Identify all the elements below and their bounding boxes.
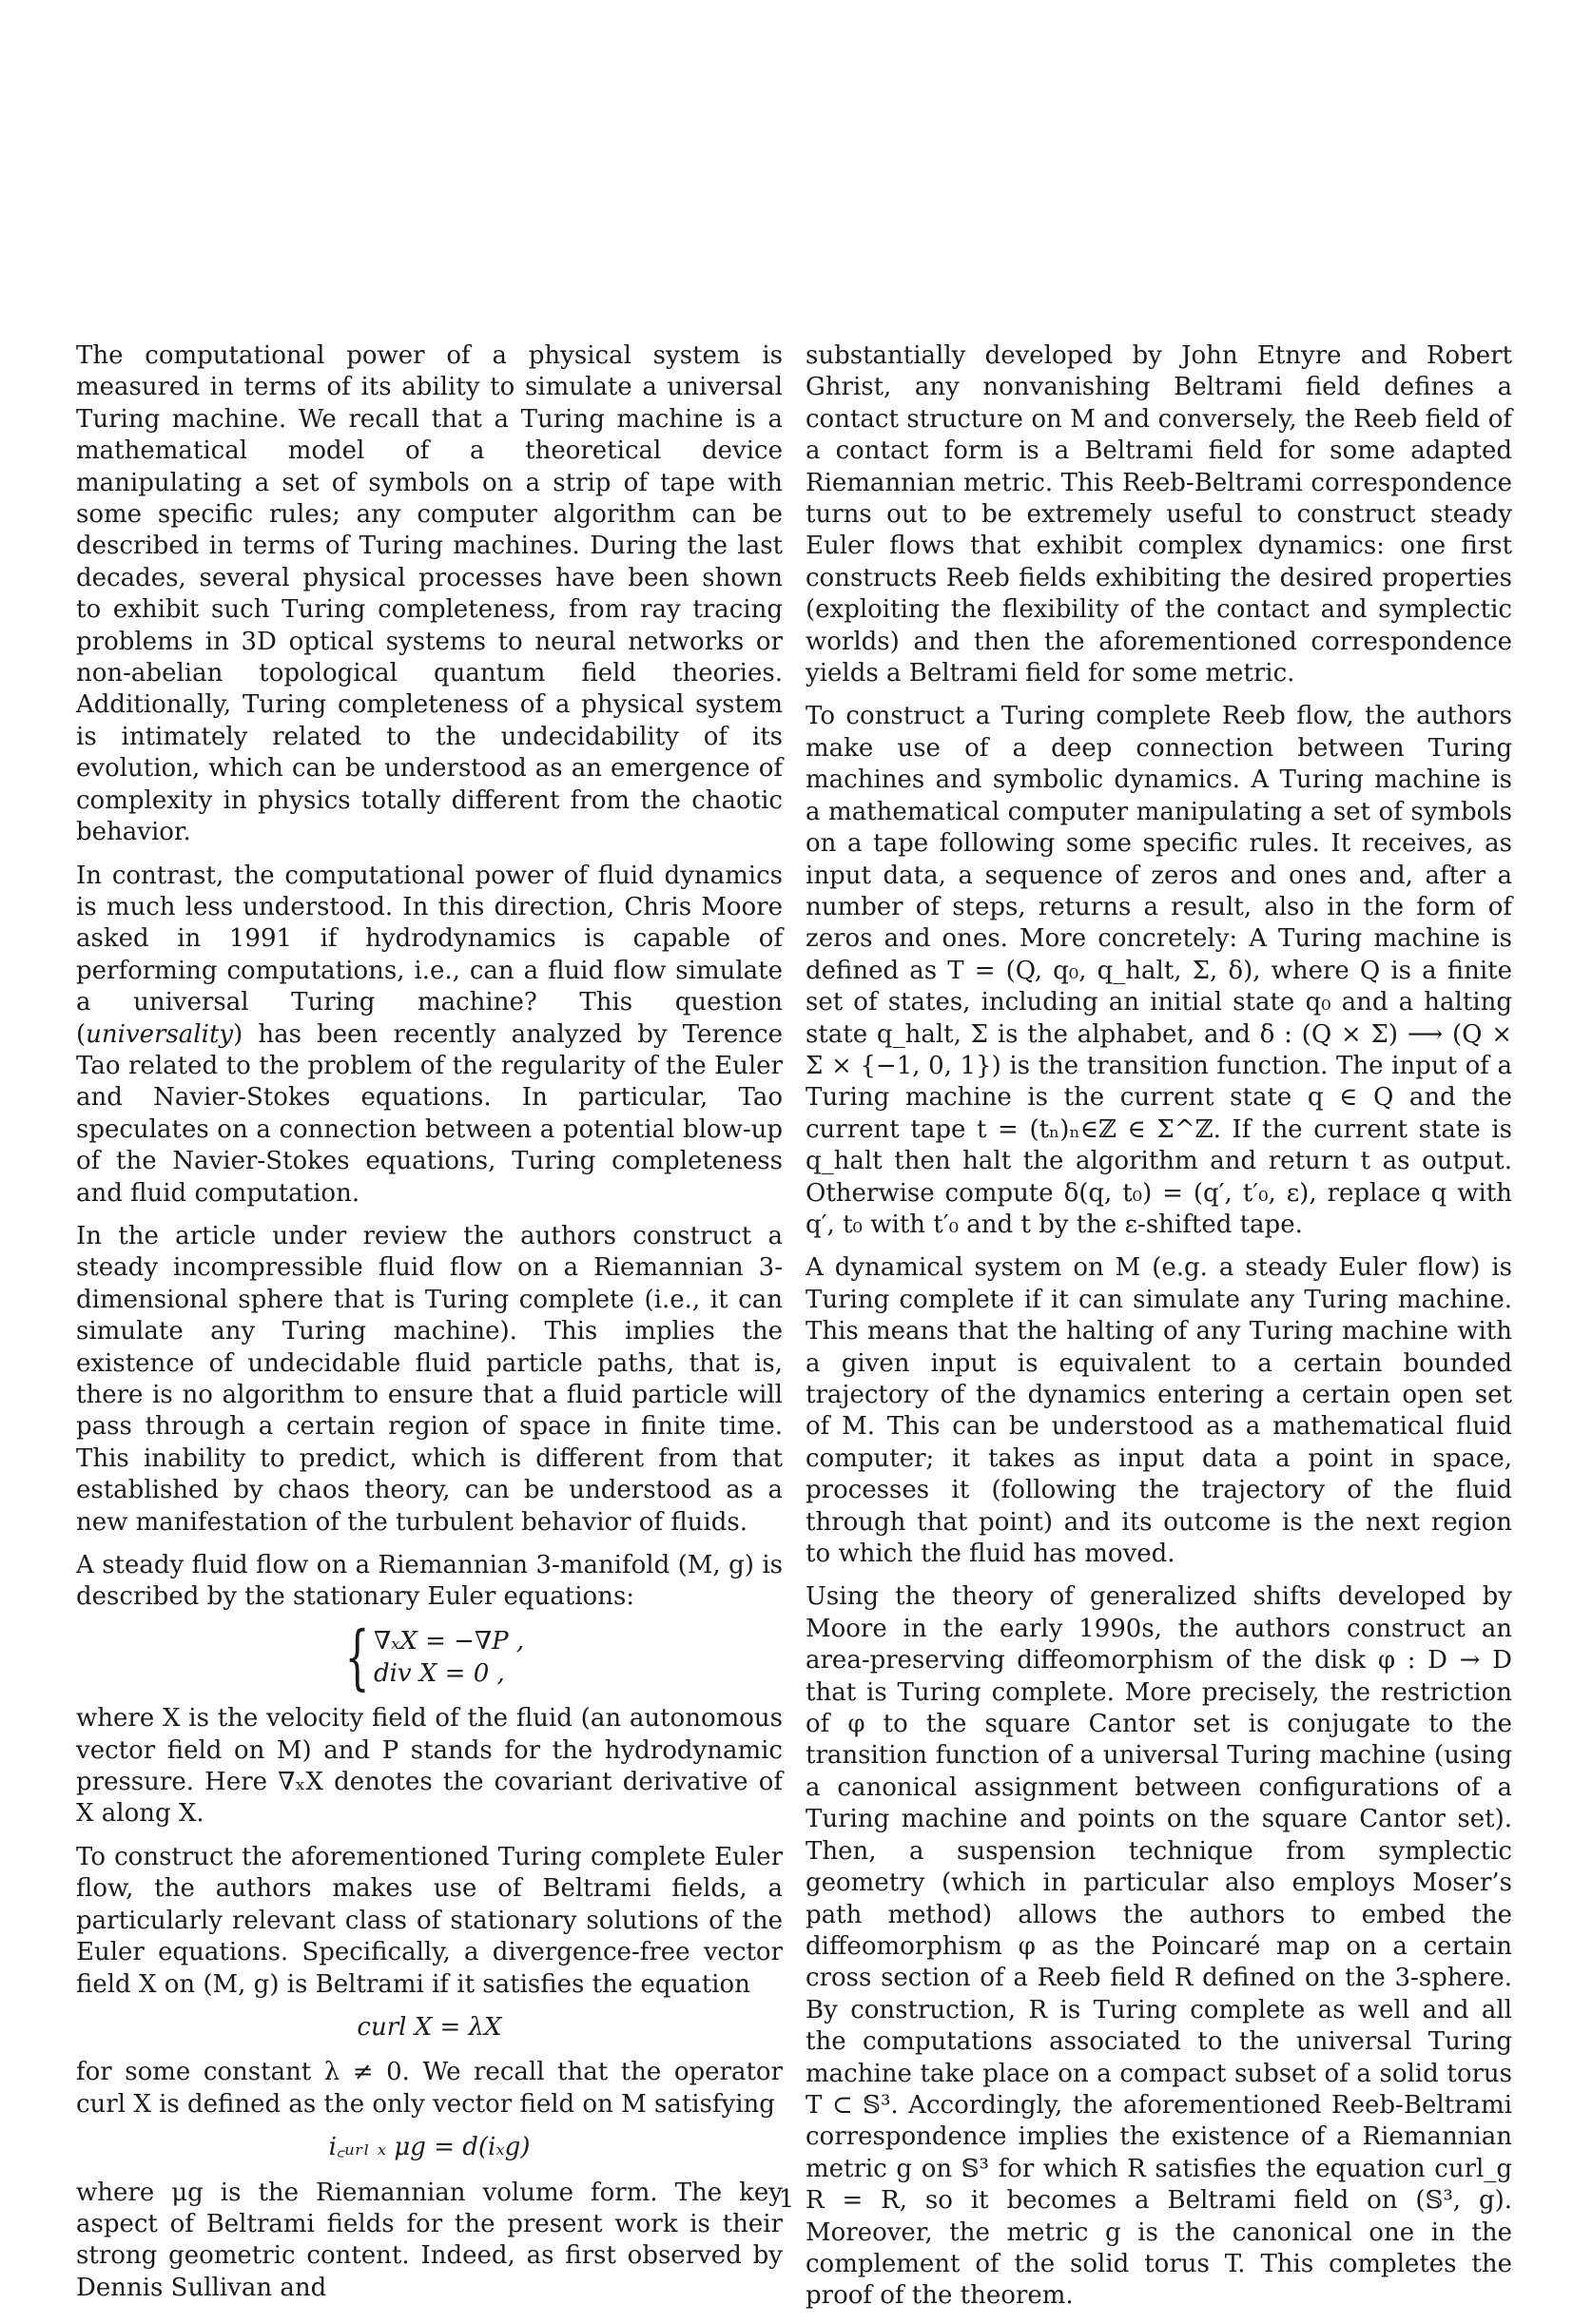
left-column: [76, 340, 783, 2315]
emphasis: universality: [86, 1019, 234, 1049]
beltrami-equation: curl X = λX: [357, 2012, 502, 2042]
paragraph: To construct a Turing complete Reeb flow, the authors make use of a deep connection between Turing machines and symbolic dynamics. A Turing machine is a mathematical computer manipulating a set of symbols on a tape following some specific rules. It receives, as input data, a sequence of zeros and ones and, after a number of steps, returns a result, also in the form of zeros and ones. More concretely: A Turing machine is defined as T = (Q, q₀, q_halt, Σ, δ), where Q is a finite set of states, including an initial state q₀ and a halting state q_halt, Σ is the alphabet, and δ : (Q × Σ) ⟶ (Q × Σ × {−1, 0, 1}) is the transition function. The input of a Turing machine is the current state q ∈ Q and the current tape t = (tₙ)ₙ∈ℤ ∈ Σ^ℤ. If the current state is q_halt then halt the algorithm and return t as output. Otherwise compute δ(q, t₀) = (q′, t′₀, ε), replace q with q′, t₀ with t′₀ and t by the ε-shifted tape.: [806, 702, 1512, 1239]
equation-line: div X = 0 ,: [373, 1658, 505, 1688]
paragraph: for some constant λ ≠ 0. We recall that the operator curl X is defined as the only vector field on M satisfying: [76, 2058, 783, 2119]
euler-equations: [76, 1616, 783, 1698]
paragraph: [76, 861, 783, 1210]
paragraph: A dynamical system on M (e.g. a steady Euler flow) is Turing complete if it can simulate any Turing machine. This means that the halting of any Turing machine with a given input is equivalent to a certain bounded trajectory of the dynamics entering a certain open set of M. This can be understood as a mathematical fluid computer; it takes as input data a point in space, processes it (following the trajectory of the fluid through that point) and its outcome is the next region to which the fluid has moved.: [806, 1253, 1512, 1569]
equation-line: ∇ₓX = −∇P ,: [373, 1626, 525, 1656]
text-run: ) has been recently analyzed by Terence Tao related to the problem of the regularity of the Euler and Navier-Stokes equations. In particular, Tao speculates on a connection between a potential blow-up of the Navier-Stokes equations, Turing completeness and fluid computation.: [76, 1019, 783, 1208]
paragraph: In the article under review the authors construct a steady incompressible fluid flow on a Riemannian 3-dimensional sphere that is Turing complete (i.e., it can simulate any Turing machine). This implies the existence of undecidable fluid particle paths, that is, there is no algorithm to ensure that a fluid particle will pass through a certain region of space in finite time. This inability to predict, which is different from that established by chaos theory, can be understood as a new manifestation of the turbulent behavior of fluids.: [76, 1221, 783, 1537]
paragraph: substantially developed by John Etnyre and Robert Ghrist, any nonvanishing Beltrami field defines a contact structure on M and conversely, the Reeb field of a contact form is a Beltrami field for some adapted Riemannian metric. This Reeb-Beltrami correspondence turns out to be extremely useful to construct steady Euler flows that exhibit complex dynamics: one first constructs Reeb fields exhibiting the desired properties (exploiting the flexibility of the contact and symplectic worlds) and then the aforementioned correspondence yields a Beltrami field for some metric.: [806, 341, 1512, 688]
paragraph: A steady fluid flow on a Riemannian 3-manifold (M, g) is described by the stationary Euler equations:: [76, 1551, 783, 1612]
equation-system: [335, 1616, 525, 1698]
right-column: [806, 340, 1512, 2324]
paragraph: The computational power of a physical system is measured in terms of its ability to simulate a universal Turing machine. We recall that a Turing machine is a mathematical model of a theoretical device manipulating a set of symbols on a strip of tape with some specific rules; any computer algorithm can be described in terms of Turing machines. During the last decades, several physical processes have been shown to exhibit such Turing completeness, from ray tracing problems in 3D optical systems to neural networks or non-abelian topological quantum field theories. Additionally, Turing completeness of a physical system is intimately related to the undecidability of its evolution, which can be understood as an emergence of complexity in physics totally different from the chaotic behavior.: [76, 341, 783, 847]
paragraph: To construct the aforementioned Turing complete Euler flow, the authors makes use of Beltrami fields, a particularly relevant class of stationary solutions of the Euler equations. Specifically, a divergence-free vector field X on (M, g) is Beltrami if it satisfies the equation: [76, 1842, 783, 1999]
text-run: In contrast, the computational power of fluid dynamics is much less understood. In this direction, Chris Moore asked in 1991 if hydrodynamics is capable of performing computations, i.e., can a fluid flow simulate a universal Turing machine? This question (: [76, 861, 783, 1049]
curl-definition-equation: i꜀ᵤᵣₗ ₓ μg = d(iₓg): [328, 2133, 531, 2162]
equation-lines: [374, 1625, 524, 1690]
brace: {: [344, 1616, 370, 1698]
paragraph: where μg is the Riemannian volume form. The key aspect of Beltrami fields for the present work is their strong geometric content. Indeed, as first observed by Dennis Sullivan and: [76, 2178, 783, 2302]
page-number: 1: [778, 2185, 795, 2214]
paragraph: where X is the velocity field of the fluid (an autonomous vector field on M) and P stands for the hydrodynamic pressure. Here ∇ₓX denotes the covariant derivative of X along X.: [76, 1704, 783, 1829]
paragraph: Using the theory of generalized shifts developed by Moore in the early 1990s, the authors construct an area-preserving diffeomorphism of the disk φ : D → D that is Turing complete. More precisely, the restriction of φ to the square Cantor set is conjugate to the transition function of a universal Turing machine (using a canonical assignment between configurations of a Turing machine and points on the square Cantor set). Then, a suspension technique from symplectic geometry (which in particular also employs Moser’s path method) allows the authors to embed the diffeomorphism φ as the Poincaré map on a certain cross section of a Reeb field R defined on the 3-sphere. By construction, R is Turing complete as well and all the computations associated to the universal Turing machine take place on a compact subset of a solid torus T ⊂ 𝕊³. Accordingly, the aforementioned Reeb-Beltrami correspondence implies the existence of a Riemannian metric g on 𝕊³ for which R satisfies the equation curl_g R = R, so it becomes a Beltrami field on (𝕊³, g). Moreover, the metric g is the canonical one in the complement of the solid torus T. This completes the proof of the theorem.: [806, 1582, 1512, 2311]
